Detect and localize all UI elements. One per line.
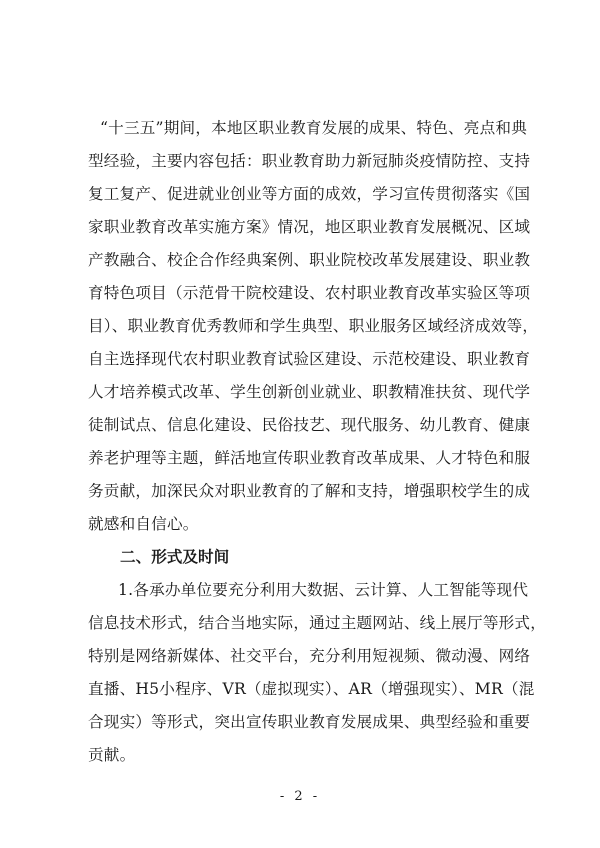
paragraph-line: 产教融合、校企合作经典案例、职业院校改革发展建设、职业教	[88, 251, 531, 269]
paragraph-line: 人才培养模式改革、学生创新创业就业、职教精准扶贫、现代学	[88, 383, 531, 401]
paragraph-line: 复工复产、促进就业创业等方面的成效，学习宣传贯彻落实《国	[88, 185, 531, 203]
paragraph-line: 贡献。	[88, 746, 136, 764]
paragraph-line: 1.各承办单位要充分利用大数据、云计算、人工智能等现代	[118, 581, 529, 599]
paragraph-line: “十三五”期间，本地区职业教育发展的成果、特色、亮点和典	[100, 119, 527, 137]
paragraph-line: 特别是网络新媒体、社交平台，充分利用短视频、微动漫、网络	[88, 647, 531, 665]
section-heading: 二、形式及时间	[120, 548, 230, 566]
paragraph-line: 养老护理等主题，鲜活地宣传职业教育改革成果、人才特色和服	[88, 449, 531, 467]
paragraph-line: 目）、职业教育优秀教师和学生典型、职业服务区域经济成效等，	[88, 317, 539, 335]
page-number: - 2 -	[279, 789, 321, 804]
paragraph-line: 育特色项目（示范骨干院校建设、农村职业教育改革实验区等项	[88, 284, 531, 302]
paragraph-line: 合现实）等形式，突出宣传职业教育发展成果、典型经验和重要	[88, 713, 531, 731]
paragraph-line: 就感和自信心。	[88, 515, 199, 533]
paragraph-line: 型经验，主要内容包括：职业教育助力新冠肺炎疫情防控、支持	[88, 152, 531, 170]
paragraph-line: 家职业教育改革实施方案》情况，地区职业教育发展概况、区域	[88, 218, 531, 236]
paragraph-line: 直播、H5小程序、VR（虚拟现实）、AR（增强现实）、MR（混	[88, 680, 535, 698]
paragraph-line: 徒制试点、信息化建设、民俗技艺、现代服务、幼儿教育、健康	[88, 416, 531, 434]
paragraph-line: 务贡献，加深民众对职业教育的了解和支持，增强职校学生的成	[88, 482, 531, 500]
paragraph-line: 自主选择现代农村职业教育试验区建设、示范校建设、职业教育	[88, 350, 531, 368]
paragraph-line: 信息技术形式，结合当地实际，通过主题网站、线上展厅等形式，	[88, 614, 547, 632]
